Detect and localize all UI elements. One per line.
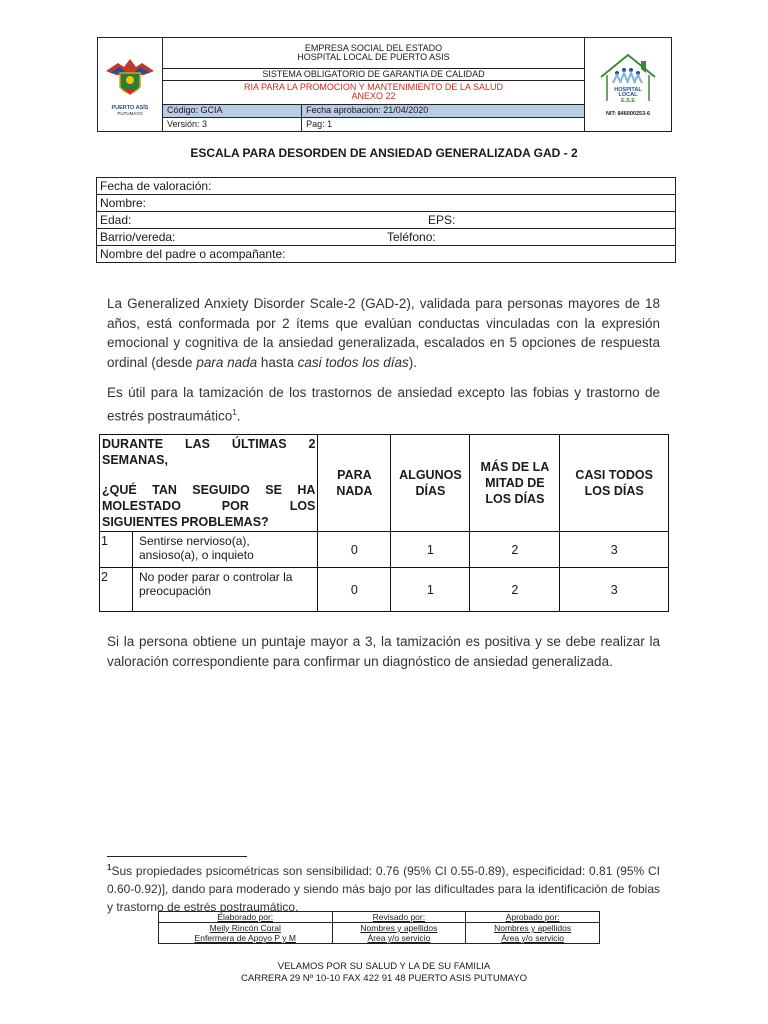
intro-text-b: hasta xyxy=(257,354,298,370)
org-line-2: HOSPITAL LOCAL DE PUERTO ASIS xyxy=(297,52,450,63)
ria-line-1: RIA PARA LA PROMOCION Y MANTENIMIENTO DE LA SALUD xyxy=(244,81,503,92)
footer-slogan: VELAMOS POR SU SALUD Y LA DE SU FAMILIA xyxy=(277,961,491,972)
right-logo-line-1: HOSPITAL xyxy=(614,86,642,93)
elaborado-details xyxy=(159,923,333,944)
option-algunos-dias: ALGUNOS DÍAS xyxy=(391,435,470,532)
item-text: No poder parar o controlar la preocupación xyxy=(133,568,318,612)
nit-label: NIT: 846000253-6 xyxy=(605,110,651,117)
telefono-label: Teléfono: xyxy=(387,230,436,244)
footnote-ref: 1 xyxy=(232,407,237,417)
footnote xyxy=(107,859,660,916)
intro-p2-end: . xyxy=(236,408,241,423)
municipality-logo-cell xyxy=(98,38,163,132)
score-cell[interactable]: 2 xyxy=(470,532,560,568)
intro-emphasis-1: para nada xyxy=(196,354,258,370)
edad-eps-row[interactable] xyxy=(97,212,676,229)
document-title: ESCALA PARA DESORDEN DE ANSIEDAD GENERALIZADA GAD - 2 xyxy=(190,146,578,160)
barrio-telefono-row[interactable] xyxy=(97,229,676,246)
padre-field[interactable]: Nombre del padre o acompañante: xyxy=(97,246,676,263)
option-casi-todos: CASI TODOS LOS DÍAS xyxy=(560,435,669,532)
score-cell[interactable]: 0 xyxy=(318,532,391,568)
footer-address: CARRERA 29 Nº 10-10 FAX 422 91 48 PUERTO ASIS PUTUMAYO xyxy=(241,973,527,984)
aprobado-name: Nombres y apellidos xyxy=(494,923,572,933)
gad-question-cell xyxy=(100,435,318,532)
score-cell[interactable]: 2 xyxy=(470,568,560,612)
org-name-cell xyxy=(163,38,585,69)
barrio-label: Barrio/vereda: xyxy=(100,230,176,244)
option-para-nada: PARA NADA xyxy=(318,435,391,532)
left-logo-caption: PUERTO ASÍS xyxy=(111,105,149,112)
fecha-field[interactable]: Fecha de valoración: xyxy=(97,178,676,195)
version-cell: Versión: 3 xyxy=(163,118,302,132)
org-line-1: EMPRESA SOCIAL DEL ESTADO xyxy=(304,42,443,53)
score-cell[interactable]: 3 xyxy=(560,568,669,612)
ria-line-2: ANEXO 22 xyxy=(351,91,396,102)
intro-text-a: La Generalized Anxiety Disorder Scale-2 (GAD-2), validada para personas mayores de 18 años, está conformada por 2 ítems que evalúan conductas vinculadas con la expresión emocional y cognitiva de la ansiedad generalizada, escalados en 5 opciones de respuesta ordinal (desde xyxy=(107,296,660,370)
item-number: 2 xyxy=(100,568,133,612)
signature-table xyxy=(158,911,600,944)
gad2-table xyxy=(99,434,669,612)
fecha-aprobacion-cell: Fecha aprobación: 21/04/2020 xyxy=(302,104,585,118)
score-cell[interactable]: 1 xyxy=(391,532,470,568)
document-header xyxy=(97,37,672,132)
gad-question-line-1: DURANTE LAS ÚLTIMAS 2 SEMANAS, xyxy=(102,437,316,467)
aprobado-role: Área y/o servicio xyxy=(501,933,565,943)
score-cell[interactable]: 3 xyxy=(560,532,669,568)
revisado-name: Nombres y apellidos xyxy=(360,923,438,933)
system-cell: SISTEMA OBLIGATORIO DE GARANTIA DE CALIDAD xyxy=(163,69,585,80)
revisado-details xyxy=(332,923,466,944)
coat-of-arms-icon xyxy=(104,53,156,103)
elaborado-role: Enfermera de Apoyo P y M xyxy=(194,933,296,943)
eps-label: EPS: xyxy=(428,213,456,227)
score-cell[interactable]: 0 xyxy=(318,568,391,612)
item-number: 1 xyxy=(100,532,133,568)
footnote-text: Sus propiedades psicométricas son sensibilidad: 0.76 (95% CI 0.55-0.89), especificidad: 0.81 (95% CI 0.60-0.92)], dando para moderado y siendo más bajo por las dificultades para la identificación de fobias y trastorno de estrés postraumático. xyxy=(107,864,660,914)
table-row xyxy=(100,568,669,612)
left-logo-subcaption: PUTUMAYO xyxy=(117,111,143,117)
intro-p2-text: Es útil para la tamización de los trastornos de ansiedad excepto las fobias y trastorno de estrés postraumático xyxy=(107,385,660,423)
item-text: Sentirse nervioso(a), ansioso(a), o inquieto xyxy=(133,532,318,568)
aprobado-header: Aprobado por: xyxy=(466,912,600,923)
edad-label: Edad: xyxy=(100,213,132,227)
intro-emphasis-2: casi todos los días xyxy=(297,354,409,370)
score-cell[interactable]: 1 xyxy=(391,568,470,612)
revisado-role: Área y/o servicio xyxy=(367,933,431,943)
intro-paragraph-2 xyxy=(107,383,660,426)
elaborado-header: Elaborado por: xyxy=(159,912,333,923)
codigo-cell: Código: GCIA xyxy=(163,104,302,118)
footnote-number: 1 xyxy=(107,863,112,872)
ria-cell xyxy=(163,80,585,104)
intro-text-c: ). xyxy=(408,354,417,370)
result-paragraph: Si la persona obtiene un puntaje mayor a 3, la tamización es positiva y se debe realizar la valoración correspondiente para confirmar un diagnóstico de ansiedad generalizada. xyxy=(107,634,660,669)
right-logo-line-3: E.S.E xyxy=(620,97,636,104)
hospital-logo-cell xyxy=(585,38,672,132)
revisado-header: Revisado por: xyxy=(332,912,466,923)
aprobado-details xyxy=(466,923,600,944)
footnote-separator xyxy=(107,856,247,857)
patient-info-table xyxy=(96,177,676,263)
pag-cell: Pag: 1 xyxy=(302,118,585,132)
table-row xyxy=(100,532,669,568)
elaborado-name: Meily Rincón Coral xyxy=(209,923,281,933)
option-mas-de-la-mitad: MÁS DE LA MITAD DE LOS DÍAS xyxy=(470,435,560,532)
intro-paragraph-1 xyxy=(107,294,660,372)
gad-question-line-2: ¿QUÉ TAN SEGUIDO SE HA MOLESTADO POR LOS SIGUIENTES PROBLEMAS? xyxy=(102,483,316,529)
right-logo-line-2: LOCAL xyxy=(618,92,638,99)
nombre-field[interactable]: Nombre: xyxy=(97,195,676,212)
